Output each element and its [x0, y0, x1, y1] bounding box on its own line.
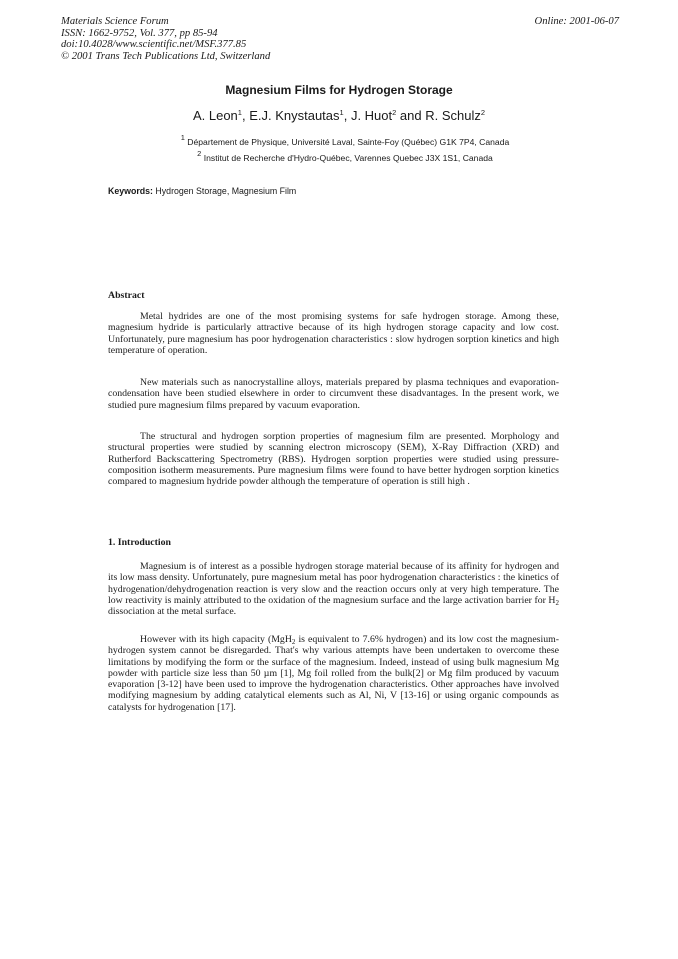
author-name: R. Schulz [425, 108, 481, 123]
abstract-heading: Abstract [108, 290, 145, 301]
author-name: E.J. Knystautas [249, 108, 340, 123]
abstract-paragraph: Metal hydrides are one of the most promising systems for safe hydrogen storage. Among these, magnesium hydride is particularly attractive because of its high hydrogen storage capacity and low cost. Unfortunately, pure magnesium has poor hydrogenation characteristics : slow hydrogen sorption kinetics and high temperature of operation. [108, 311, 559, 356]
subscript: 2 [291, 638, 296, 646]
author-separator: and [396, 108, 426, 123]
author-name: A. Leon [192, 108, 238, 123]
journal-name: Materials Science Forum [61, 16, 169, 27]
issn-line: ISSN: 1662-9752, Vol. 377, pp 85-94 [61, 27, 218, 39]
author-affiliation-mark: 2 [392, 108, 397, 117]
intro-text: However with its high capacity (MgH [140, 634, 292, 645]
intro-text: Magnesium is of interest as a possible hydrogen storage material because of its affinity for hydrogen and its low mass density. Unfortunately, pure magnesium metal has poor hydrogenation characteristics : the kinetics of hydrogenation/dehydrogenation reaction is very slow and the reaction occurs only at very high temperature. The low reactivity is mainly attributed to the oxidation of the magnesium surface and the large activation barrier for H [108, 561, 559, 606]
author-list [0, 108, 678, 123]
subscript: 2 [555, 598, 559, 607]
paper-title: Magnesium Films for Hydrogen Storage [225, 83, 453, 97]
author-affiliation-mark: 1 [237, 108, 242, 117]
online-date: Online: 2001-06-07 [534, 16, 619, 27]
author-affiliation-mark: 1 [339, 108, 344, 117]
doi-line: doi:10.4028/www.scientific.net/MSF.377.85 [61, 39, 247, 51]
affiliation-mark: 2 [197, 149, 202, 158]
keywords-text: Hydrogen Storage, Magnesium Film [152, 186, 297, 196]
journal-header [61, 16, 270, 62]
intro-paragraph [108, 561, 559, 617]
intro-text: dissociation at the metal surface. [108, 606, 237, 618]
author-separator: , [343, 108, 351, 123]
intro-paragraph [108, 634, 559, 713]
author-name: J. Huot [350, 108, 393, 123]
author-separator: , [241, 108, 250, 123]
section-heading-introduction: 1. Introduction [108, 537, 171, 548]
copyright-line: © 2001 Trans Tech Publications Ltd, Switzerland [61, 50, 271, 62]
affiliation-text: Département de Physique, Université Laval, Sainte-Foy (Québec) G1K 7P4, Canada [187, 137, 510, 147]
affiliation-text: Institut de Recherche d'Hydro-Québec, Varennes Quebec J3X 1S1, Canada [203, 153, 493, 163]
author-affiliation-mark: 2 [480, 108, 486, 117]
abstract-paragraph: The structural and hydrogen sorption properties of magnesium film are presented. Morphology and structural properties were studied by scanning electron microscopy (SEM), X-Ray Diffraction (XRD) and Rutherford Backscattering Spectrometry (RBS). Hydrogen sorption properties were studied using pressure-composition isotherm measurements. Pure magnesium films were found to have better hydrogen sorption kinetics compared to magnesium hydride powder although the temperature of operation is still high . [108, 431, 559, 488]
affiliation [0, 133, 678, 147]
keywords [108, 186, 296, 196]
affiliation-mark: 1 [180, 133, 185, 142]
intro-text: is equivalent to 7.6% hydrogen) and its low cost the magnesium-hydrogen system cannot be disregarded. That's why various attempts have been undertaken to overcome these limitations by modifying the form or the surface of the magnesium. Indeed, instead of using bulk magnesium Mg powder with particle size less than 50 µm [1], Mg foil rolled from the bulk[2] or Mg film produced by vacuum evaporation [3-12] have been used to improve the hydrogenation characteristics. Other approaches have involved modifying magnesium by adding catalytical elements such as Al, Ni, V [13-16] or using organic compounds as catalysts for hydrogenation [17]. [108, 634, 559, 713]
keywords-label: Keywords: [108, 186, 153, 196]
affiliation [0, 149, 678, 163]
abstract-paragraph: New materials such as nanocrystalline alloys, materials prepared by plasma techniques and evaporation-condensation have been studied elsewhere in order to circumvent these disadvantages. In the present work, we studied pure magnesium films prepared by vacuum evaporation. [108, 377, 559, 411]
